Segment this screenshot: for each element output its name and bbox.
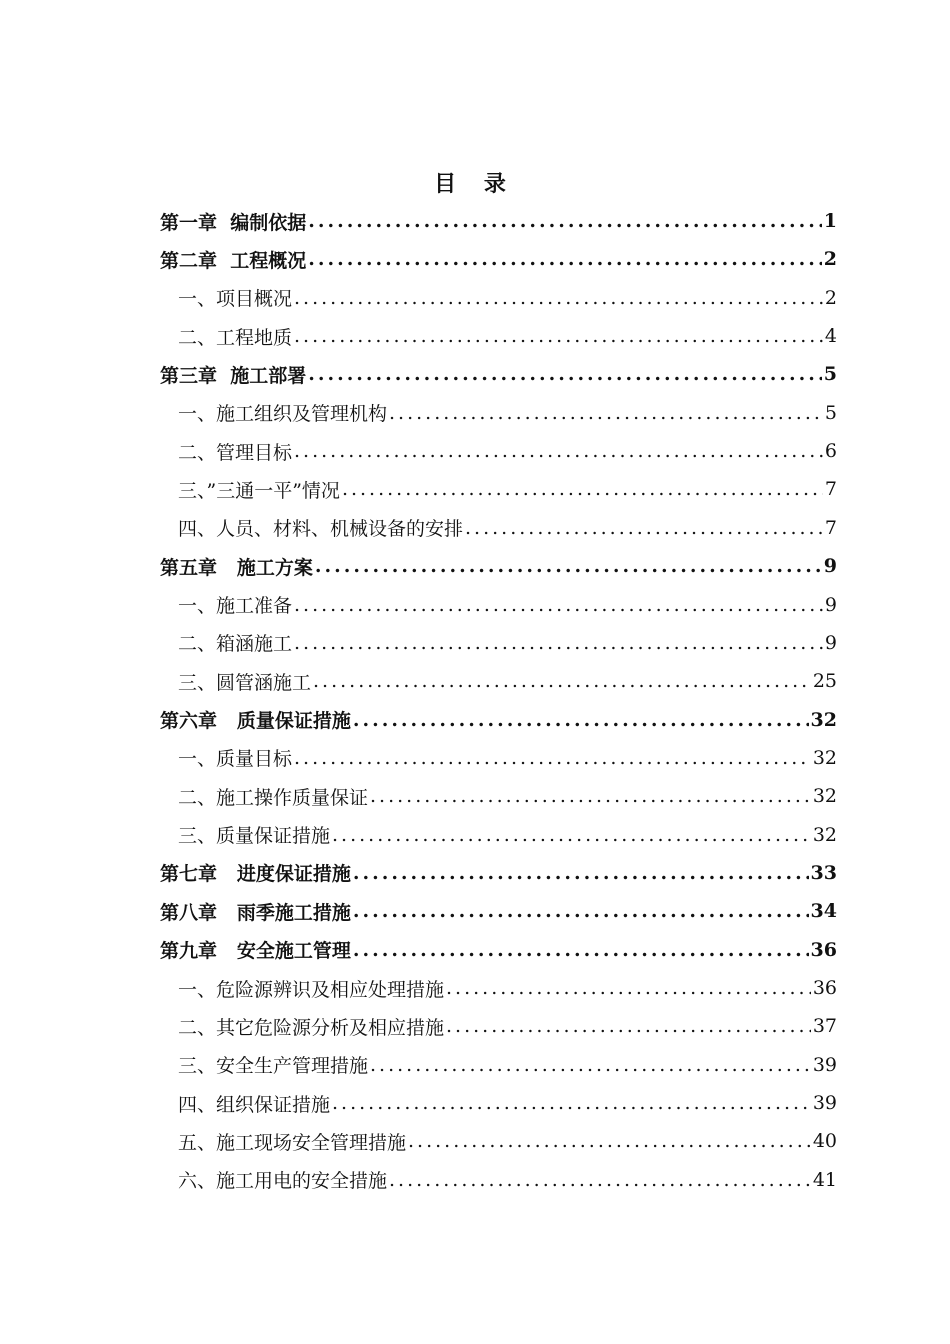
dot-leader — [308, 248, 822, 270]
toc-entry-label: 第八章 雨季施工措施 — [160, 901, 351, 924]
toc-section-entry[interactable] — [178, 470, 837, 508]
dot-leader — [313, 670, 811, 692]
toc-entry-page-number: 37 — [812, 1015, 837, 1038]
toc-entry-label: 三、安全生产管理措施 — [178, 1055, 369, 1078]
dot-leader — [294, 594, 823, 616]
toc-entry-page-number: 9 — [823, 555, 837, 578]
toc-entry-page-number: 1 — [823, 210, 837, 232]
toc-section-entry[interactable] — [178, 317, 837, 355]
dot-leader — [308, 363, 822, 385]
toc-entry-label: 五、施工现场安全管理措施 — [178, 1131, 407, 1154]
toc-entry-label: 二、工程地质 — [178, 326, 293, 349]
toc-entry-page-number: 36 — [810, 938, 837, 961]
toc-entry-page-number: 5 — [824, 401, 837, 424]
toc-entry-page-number: 34 — [810, 900, 837, 923]
dot-leader — [353, 709, 809, 731]
toc-entry-label: 第五章 施工方案 — [160, 556, 313, 579]
dot-leader — [446, 1015, 811, 1037]
dot-leader — [446, 977, 811, 999]
toc-chapter-entry[interactable] — [160, 547, 837, 585]
toc-section-entry[interactable] — [178, 739, 837, 777]
toc-entry-page-number: 7 — [824, 516, 837, 539]
toc-chapter-entry[interactable] — [160, 355, 837, 393]
dot-leader — [353, 900, 809, 922]
toc-chapter-entry[interactable] — [160, 854, 837, 892]
dot-leader — [332, 824, 811, 846]
dot-leader — [408, 1130, 811, 1152]
toc-entry-label: 二、施工操作质量保证 — [178, 786, 369, 809]
toc-section-entry[interactable] — [178, 662, 837, 700]
dot-leader — [353, 939, 809, 961]
toc-entry-page-number: 32 — [812, 785, 837, 808]
toc-entry-label: 第九章 安全施工管理 — [160, 940, 351, 963]
toc-entry-label: 二、其它危险源分析及相应措施 — [178, 1016, 445, 1039]
toc-entry-label: 四、人员、材料、机械设备的安排 — [178, 518, 464, 541]
toc-chapter-entry[interactable] — [160, 202, 837, 240]
toc-chapter-entry[interactable] — [160, 701, 837, 739]
toc-entry-page-number: 4 — [824, 325, 837, 348]
dot-leader — [294, 325, 823, 347]
toc-entry-label: 一、质量目标 — [178, 748, 293, 771]
toc-entry-page-number: 32 — [810, 708, 837, 731]
toc-section-entry[interactable] — [178, 432, 837, 470]
toc-entry-page-number: 39 — [812, 1092, 837, 1115]
dot-leader — [294, 440, 823, 462]
dot-leader — [332, 1092, 811, 1114]
dot-leader — [342, 478, 823, 500]
toc-entry-label: 一、施工准备 — [178, 595, 293, 617]
toc-entry-page-number: 25 — [812, 670, 837, 693]
toc-section-entry[interactable] — [178, 1007, 837, 1045]
toc-entry-page-number: 6 — [824, 440, 837, 463]
toc-entry-label: 四、组织保证措施 — [178, 1093, 331, 1116]
dot-leader — [389, 402, 823, 424]
toc-section-entry[interactable] — [178, 816, 837, 854]
toc-entry-label: 三、圆管涵施工 — [178, 671, 312, 694]
toc-section-entry[interactable] — [178, 586, 837, 624]
dot-leader — [315, 555, 822, 577]
toc-section-entry[interactable] — [178, 624, 837, 662]
toc-entry-label: 三、”三通一平”情况 — [178, 479, 340, 502]
dot-leader — [294, 632, 823, 654]
toc-entry-page-number: 41 — [812, 1168, 837, 1191]
toc-entry-page-number: 2 — [823, 248, 837, 271]
toc-chapter-entry[interactable] — [160, 892, 837, 930]
toc-section-entry[interactable] — [178, 1122, 837, 1160]
toc-title: 目 录 — [434, 171, 516, 197]
toc-entry-label: 六、施工用电的安全措施 — [178, 1170, 388, 1193]
toc-entry-label: 一、施工组织及管理机构 — [178, 403, 388, 426]
toc-entry-label: 第二章 工程概况 — [160, 249, 307, 272]
dot-leader — [370, 785, 811, 807]
toc-entry-label: 第六章 质量保证措施 — [160, 710, 351, 733]
toc-entry-label: 二、箱涵施工 — [178, 633, 293, 656]
dot-leader — [353, 862, 809, 884]
toc-entry-page-number: 33 — [810, 861, 837, 884]
dot-leader — [465, 517, 823, 539]
toc-entry-page-number: 5 — [823, 363, 837, 386]
toc-section-entry[interactable] — [178, 969, 837, 1007]
toc-entry-page-number: 32 — [812, 823, 837, 846]
dot-leader — [389, 1169, 811, 1191]
toc-entry-label: 三、质量保证措施 — [178, 825, 331, 848]
toc-section-entry[interactable] — [178, 1084, 837, 1122]
toc-chapter-entry[interactable] — [160, 931, 837, 969]
toc-entry-page-number: 32 — [812, 746, 837, 769]
dot-leader — [294, 287, 823, 309]
dot-leader — [308, 210, 822, 232]
toc-entry-page-number: 7 — [824, 478, 837, 501]
dot-leader — [294, 747, 811, 769]
toc-section-entry[interactable] — [178, 509, 837, 547]
toc-entry-label: 第一章 编制依据 — [160, 211, 307, 234]
toc-entry-label: 一、项目概况 — [178, 288, 293, 311]
toc-entry-label: 一、危险源辨识及相应处理措施 — [178, 978, 445, 1001]
toc-section-entry[interactable] — [178, 777, 837, 815]
toc-entry-label: 第七章 进度保证措施 — [160, 863, 351, 886]
toc-section-entry[interactable] — [178, 394, 837, 432]
toc-entry-page-number: 9 — [824, 631, 837, 654]
toc-entry-page-number: 9 — [824, 593, 837, 616]
toc-entry-page-number: 2 — [824, 286, 837, 309]
toc-section-entry[interactable] — [178, 1161, 837, 1199]
toc-entry-label: 二、管理目标 — [178, 441, 293, 464]
toc-entry-page-number: 39 — [812, 1053, 837, 1076]
toc-chapter-entry[interactable] — [160, 240, 837, 278]
toc-entry-page-number: 40 — [812, 1130, 837, 1153]
toc-section-entry[interactable] — [178, 279, 837, 317]
dot-leader — [370, 1054, 811, 1076]
toc-entry-label: 第三章 施工部署 — [160, 364, 307, 387]
toc-section-entry[interactable] — [178, 1046, 837, 1084]
toc-entry-page-number: 36 — [812, 977, 837, 999]
